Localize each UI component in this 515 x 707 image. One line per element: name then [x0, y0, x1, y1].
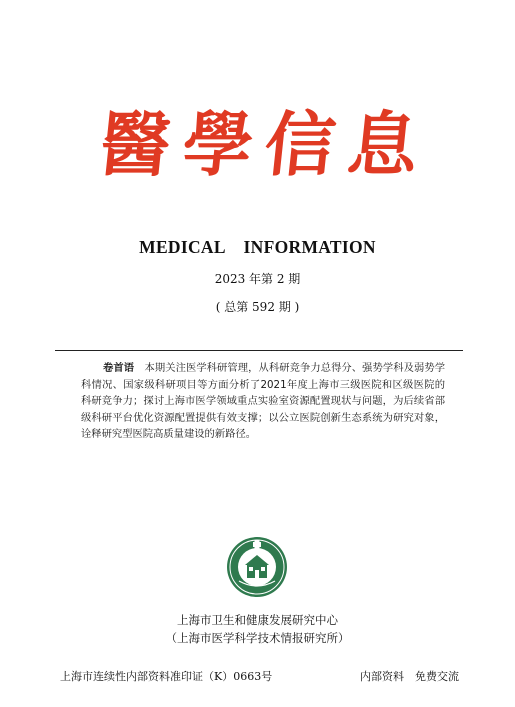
total-issue-number: ( 总第 592 期 ) — [215, 300, 300, 314]
publisher-alt-name: （上海市医学科学技术情报研究所） — [165, 631, 350, 645]
masthead-title — [95, 86, 423, 204]
preface — [81, 360, 445, 443]
publisher-name: 上海市卫生和健康发展研究中心 — [177, 613, 338, 627]
institute-seal-icon — [225, 535, 289, 599]
english-title: MEDICAL INFORMATION — [139, 237, 376, 257]
issue-number: 2023 年第 2 期 — [214, 272, 301, 286]
masthead-char-3: 信 — [261, 103, 340, 186]
distribution-note: 内部资料 免费交流 — [360, 670, 459, 683]
masthead-char-4: 息 — [343, 103, 423, 186]
preface-label: 卷首语 — [103, 362, 135, 374]
section-divider — [55, 350, 463, 351]
masthead-char-2: 學 — [178, 103, 258, 186]
masthead-char-1: 醫 — [95, 103, 175, 186]
license-number: 上海市连续性内部资料准印证（K）0663号 — [60, 670, 273, 683]
preface-text: 本期关注医学科研管理，从科研竞争力总得分、强势学科及弱势学科情况、国家级科研项目等方面分析了2021年度上海市三级医院和区级医院的科研竞争力；探讨上海市医学领域重点实验室资源配置现状与问题，为后续省部级科研平台优化资源配置提供有效支撑；以公立医院创新生态系统为研究对象，诠释研究型医院高质量建设的新路径。 — [81, 362, 446, 440]
